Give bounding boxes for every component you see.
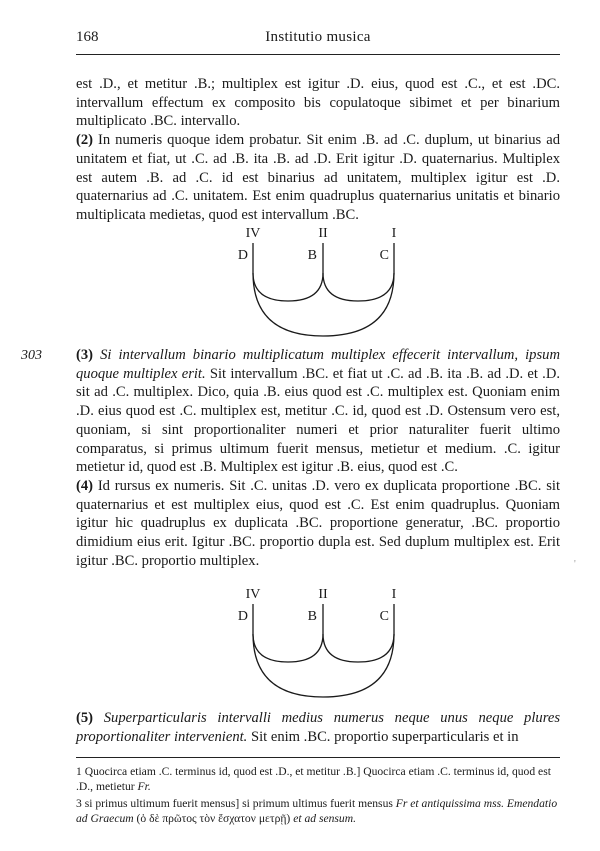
roman-numeral-ii: II <box>318 587 328 602</box>
letter-d: D <box>237 248 248 263</box>
paragraph-4 <box>76 477 560 571</box>
text-block-bottom <box>76 709 560 746</box>
margin-reference-number: 303 <box>21 348 42 363</box>
footnote-italic: Fr et antiquissima mss. Emendatio ad Graecum <box>76 797 558 825</box>
paragraph-text: Id rursus ex numeris. Sit .C. unitas .D. vero ex duplicata proportione .BC. sit quaternarius et est multiplex eius, quod est .C. Est enim quadruplus. Quoniam igitur hic quadruplus ex duplicata .BC. proportione generatur, .BC. proportio dimidium eius erit. Igitur .BC. proportio dupla est. Sed duplum multiplex est. Erit igitur .BC. proportio multiplex. <box>76 477 560 569</box>
paragraph-3 <box>76 346 560 477</box>
footnote-text: 3 si primus ultimum fuerit mensus] si primum ultimus fuerit mensus <box>76 797 393 810</box>
letter-c: C <box>379 609 389 624</box>
text-block-top <box>76 75 560 225</box>
running-title: Institutio musica <box>265 29 371 45</box>
header-rule <box>76 54 560 55</box>
paragraph-number: (2) <box>76 132 94 149</box>
paragraph-number: (5) <box>76 710 94 726</box>
roman-numeral-iv: IV <box>245 226 261 241</box>
paragraph-number: (3) <box>76 347 94 363</box>
letter-d: D <box>237 609 248 624</box>
footnote-rule <box>76 757 560 758</box>
page-number: 168 <box>76 29 99 45</box>
proposition-italic: Si intervallum binario multiplicatum multiplex effecerit intervallum, ipsum quoque multiplex erit. <box>76 347 560 382</box>
arc-db <box>253 273 323 301</box>
paragraph-continuation <box>76 75 560 131</box>
letter-b: B <box>307 609 317 624</box>
footnote-greek: (ὁ δὲ πρῶτος τὸν ἔσχατον μετρῇ) <box>136 812 291 825</box>
paragraph-number: (4) <box>76 477 94 494</box>
footnote-1 <box>76 764 560 794</box>
arc-db <box>253 634 323 662</box>
arc-bc <box>323 634 394 662</box>
arc-dc <box>253 634 394 697</box>
footnote-italic: et ad sensum. <box>293 812 356 825</box>
roman-numeral-iv: IV <box>245 587 261 602</box>
interval-diagram <box>230 584 410 704</box>
paragraph-text: In numeris quoque idem probatur. Sit enim .B. ad .C. duplum, ut binarius ad unitatem et fiat, ut .C. ad .B. ita .B. ad .D. Erit igitur .D. quaternarius. Multiplex est autem .B. ad .C. id est binarius ad unitatem, multiplex igitur est .D. quaternarius ad .C. unitatem. Est enim quadruplus quaternarius unitatis et binario multiplicata medietas, quod est intervallum .BC. <box>76 132 560 223</box>
paragraph-text: Sit intervallum .BC. et fiat ut .C. ad .B. ita .B. ad .D. et .D. sit ad .C. multiplex. Dico, quia .B. eius quod est .C. multiplex est. Quoniam enim .D. eius quod est .C. multiplex est, metitur .C. id, quod est .D. Ostensum vero est, quoniam, si sint proportionaliter numeri et prior naturaliter fuerit ultimo comparatus, si primus ultimum fuerit mensus, metietur et medium. .C. igitur metietur id, quod est .B. Multiplex est igitur .B. eius, quod est .C. <box>76 365 561 476</box>
roman-numeral-i: I <box>391 226 397 241</box>
paragraph-2 <box>76 131 560 225</box>
text-block-middle <box>76 346 560 570</box>
letter-b: B <box>307 248 317 263</box>
proposition-italic: Superparticularis intervalli medius numerus neque unus neque plures proportionaliter intervenient. <box>76 710 560 745</box>
paragraph-5 <box>76 709 560 746</box>
running-header <box>76 29 560 49</box>
letter-c: C <box>379 248 389 263</box>
roman-numeral-i: I <box>391 587 397 602</box>
footnote-3 <box>76 796 560 826</box>
footnote-siglum: Fr. <box>137 780 151 793</box>
arc-bc <box>323 273 394 301</box>
roman-numeral-ii: II <box>318 226 328 241</box>
arc-dc <box>253 273 394 336</box>
stray-mark: ' <box>574 559 576 570</box>
paragraph-text: est .D., et metitur .B.; multiplex est igitur .D. eius, quod est .C., et est .DC. intervallum effectum ex composito bis copulatoque sibimet et per binarium multiplicato .BC. intervallo. <box>76 76 560 130</box>
interval-diagram <box>230 223 410 343</box>
footnote-text: 1 Quocirca etiam .C. terminus id, quod est .D., et metitur .B.] Quocirca etiam .C. terminus id, quod est .D., metietur <box>76 765 551 793</box>
footnotes <box>76 764 560 828</box>
paragraph-text: Sit enim .BC. proportio superparticularis et in <box>250 728 519 745</box>
